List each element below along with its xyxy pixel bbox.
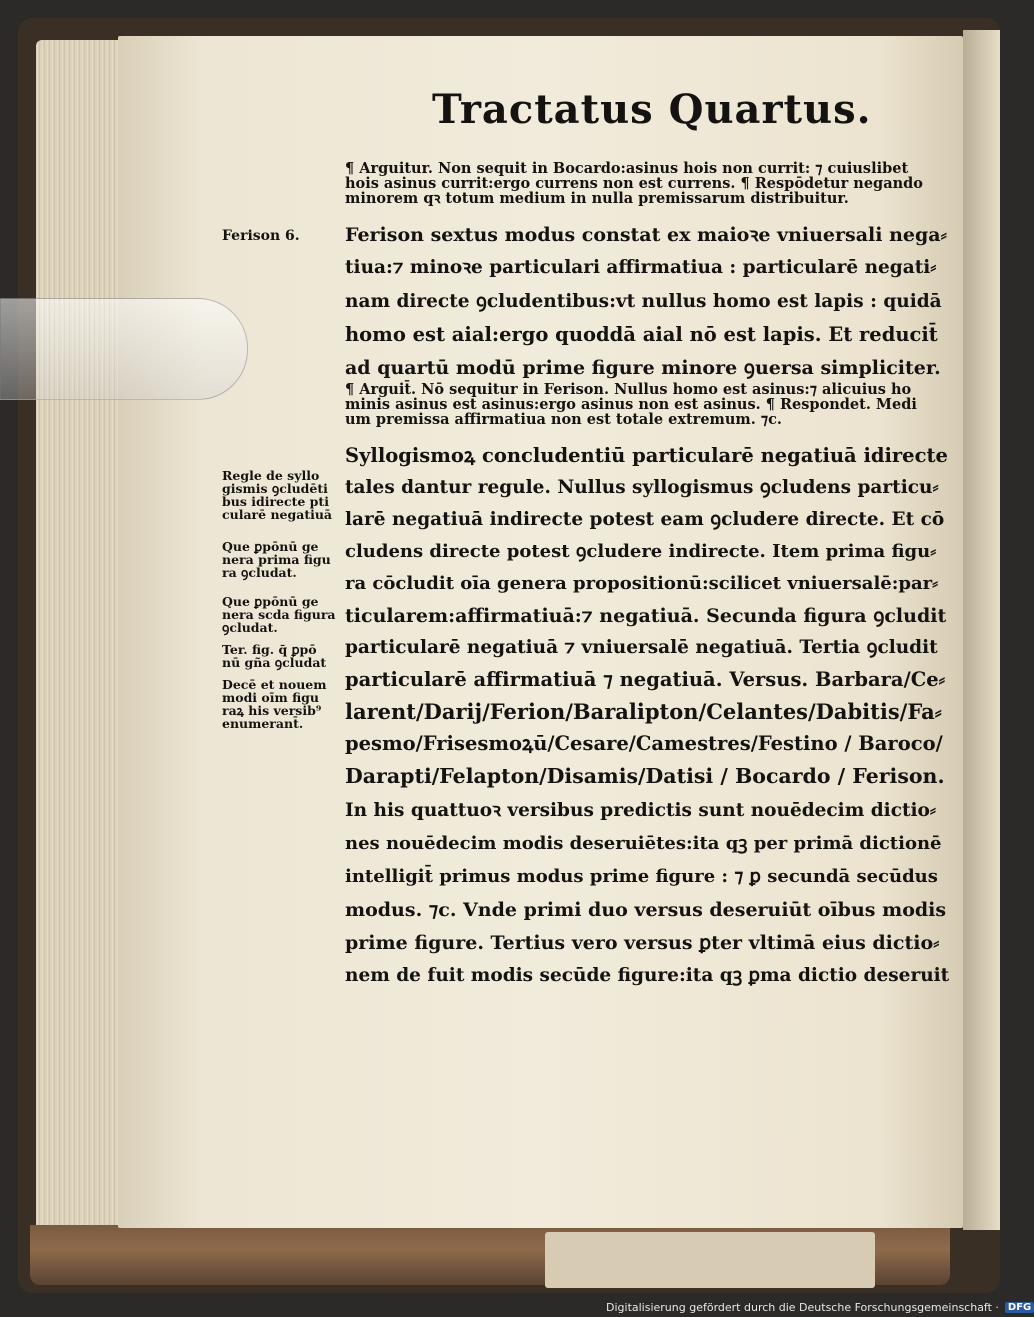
- margin-note: ra ꝯcludat.: [222, 565, 297, 580]
- margin-note: cularē negatiuā: [222, 507, 333, 522]
- margin-note: nera prima figu: [222, 552, 331, 567]
- text-line: tiua:⁊ minoꝛe particulari affirmatiua : particularē negati⸗: [345, 257, 937, 278]
- text-line: cludens directe potest ꝯcludere indirecte. Item prima figu⸗: [345, 541, 937, 562]
- page-clip: [0, 298, 248, 400]
- text-line: ¶ Arguit̄. Nō sequitur in Ferison. Nullus homo est asinus:⁊ alicuius ho: [345, 381, 912, 398]
- text-line: Syllogismoꝝ concludentiū particularē negatiuā idirecte: [345, 444, 948, 467]
- page-heading: Tractatus Quartus.: [432, 86, 872, 133]
- spine-label: [545, 1232, 875, 1288]
- text-line: intelligit̄ primus modus prime figure : ⁊ ꝑ secundā secūdus: [345, 866, 938, 887]
- margin-note: ꝯcludat.: [222, 620, 278, 635]
- margin-label-ferison: Ferison 6.: [222, 228, 300, 244]
- facing-page-edge: [963, 30, 1000, 1230]
- margin-note: Ter. fig. q̄ ꝑpō: [222, 642, 317, 657]
- text-line: modus. ⁊c. Vnde primi duo versus deseruiūt oībus modis: [345, 899, 947, 921]
- text-line: larē negatiuā indirecte potest eam ꝯcludere directe. Et cō: [345, 509, 945, 530]
- text-line: tales dantur regule. Nullus syllogismus ꝯcludens particu⸗: [345, 477, 939, 498]
- text-line: particularē affirmatiuā ⁊ negatiuā. Versus. Barbara/Ce⸗: [345, 668, 946, 691]
- text-line: hois asinus currit:ergo currens non est currens. ¶ Respōdetur negando: [345, 175, 923, 192]
- text-line: larent/Darij/Ferion/Baralipton/Celantes/Dabitis/Fa⸗: [345, 699, 942, 724]
- text-line: Darapti/Felapton/Disamis/Datisi / Bocardo / Ferison.: [345, 764, 945, 788]
- text-line: Ferison sextus modus constat ex maioꝛe vniuersali nega⸗: [345, 224, 947, 246]
- text-line: um premissa affirmatiua non est totale extremum. ⁊c.: [345, 411, 782, 428]
- margin-note: bus idirecte pti: [222, 494, 329, 509]
- margin-note: Que ꝑpōnū ge: [222, 594, 319, 609]
- margin-note: nū gña ꝯcludat: [222, 655, 327, 670]
- text-line: prime figure. Tertius vero versus ꝑter vltimā eius dictio⸗: [345, 932, 940, 954]
- text-line: ¶ Arguitur. Non sequit in Bocardo:asinus hois non currit: ⁊ cuiuslibet: [345, 160, 909, 177]
- margin-note: nera scda figura: [222, 607, 336, 622]
- text-line: nem de fuit modis secūde figure:ita qꝫ ꝑma dictio deseruit: [345, 965, 950, 986]
- text-line: ra cōcludit oīa genera propositionū:scilicet vniuersalē:par⸗: [345, 573, 939, 594]
- text-line: particularē negatiuā ⁊ vniuersalē negatiuā. Tertia ꝯcludit: [345, 637, 938, 658]
- text-line: homo est aial:ergo quoddā aial nō est lapis. Et reducit̄: [345, 323, 938, 346]
- margin-note: gismis ꝯcludēti: [222, 481, 328, 496]
- text-line: nam directe ꝯcludentibus:vt nullus homo est lapis : quidā: [345, 291, 942, 312]
- text-line: ad quartū modū prime figure minore ꝯuersa simpliciter.: [345, 357, 941, 379]
- footer: [606, 1298, 1034, 1316]
- text-line: ticularem:affirmatiuā:⁊ negatiuā. Secunda figura ꝯcludit: [345, 605, 947, 627]
- footer-text: Digitalisierung gefördert durch die Deutsche Forschungsgemeinschaft ·: [606, 1300, 999, 1314]
- dfg-logo-icon[interactable]: DFG: [1005, 1302, 1034, 1313]
- margin-note: enumerant̄.: [222, 716, 304, 731]
- margin-note: Que ꝑpōnū ge: [222, 539, 319, 554]
- margin-note: raꝝ his versib⁹: [222, 703, 322, 718]
- text-line: nes nouēdecim modis deseruiētes:ita qꝫ per primā dictionē: [345, 833, 942, 854]
- margin-note: Regle de syllo: [222, 468, 320, 483]
- margin-note: Decē et nouem: [222, 677, 327, 692]
- text-line: In his quattuoꝛ versibus predictis sunt nouēdecim dictio⸗: [345, 800, 937, 821]
- text-line: minorem qꝛ totum medium in nulla premissarum distribuitur.: [345, 190, 849, 207]
- text-line: pesmo/Frisesmoꝝū/Cesare/Camestres/Festino / Baroco/: [345, 732, 943, 755]
- text-line: minis asinus est asinus:ergo asinus non est asinus. ¶ Respondet. Medi: [345, 396, 917, 413]
- margin-note: modi oīm figu: [222, 690, 319, 705]
